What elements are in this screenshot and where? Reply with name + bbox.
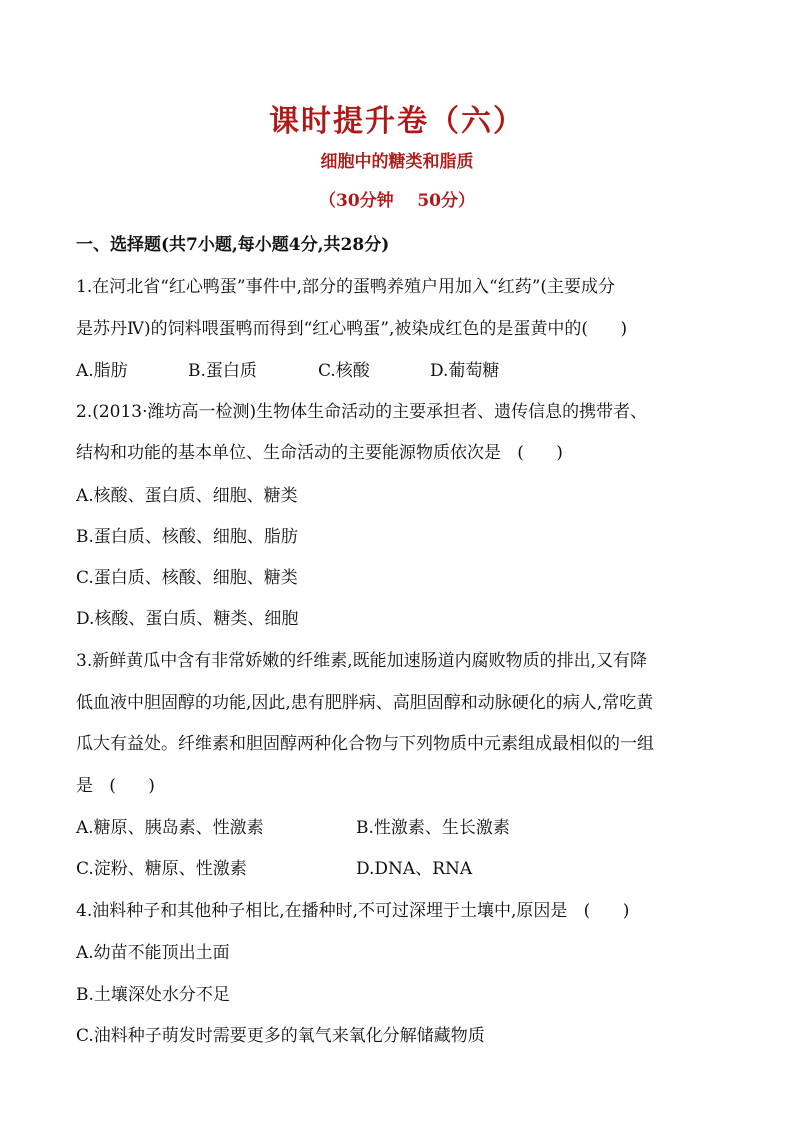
question-4-line-1: 4.油料种子和其他种子相比,在播种时,不可过深埋于土壤中,原因是 ( ) — [76, 901, 630, 921]
question-3-option-d: D.DNA、RNA — [356, 859, 473, 879]
question-2-option-d: D.核酸、蛋白质、糖类、细胞 — [76, 609, 299, 629]
question-3-line-2: 低血液中胆固醇的功能,因此,患有肥胖病、高胆固醇和动脉硬化的病人,常吃黄 — [76, 693, 654, 713]
question-1-line-2: 是苏丹Ⅳ)的饲料喂蛋鸭而得到“红心鸭蛋”,被染成红色的是蛋黄中的( ) — [76, 319, 628, 339]
question-1-option-a: A.脂肪 — [76, 361, 128, 381]
time-score-note: （30分钟 50分） — [319, 191, 475, 211]
question-3-line-4: 是 ( ) — [76, 776, 155, 796]
question-2-option-b: B.蛋白质、核酸、细胞、脂肪 — [76, 527, 298, 547]
question-1-line-1: 1.在河北省“红心鸭蛋”事件中,部分的蛋鸭养殖户用加入“红药”(主要成分 — [76, 277, 616, 297]
question-1-option-d: D.葡萄糖 — [430, 361, 500, 381]
question-2-option-c: C.蛋白质、核酸、细胞、糖类 — [76, 568, 298, 588]
question-4-option-b: B.土壤深处水分不足 — [76, 985, 230, 1005]
question-2-option-a: A.核酸、蛋白质、细胞、糖类 — [76, 486, 298, 506]
page-subtitle: 细胞中的糖类和脂质 — [320, 152, 474, 172]
section-heading: 一、选择题(共7小题,每小题4分,共28分) — [76, 235, 390, 255]
question-2-line-1: 2.(2013·潍坊高一检测)生物体生命活动的主要承担者、遗传信息的携带者、 — [76, 402, 648, 422]
question-3-option-b: B.性激素、生长激素 — [356, 818, 510, 838]
page-title: 课时提升卷（六） — [269, 104, 525, 139]
question-3-option-c: C.淀粉、糖原、性激素 — [76, 859, 247, 879]
question-3-line-3: 瓜大有益处。纤维素和胆固醇两种化合物与下列物质中元素组成最相似的一组 — [76, 734, 654, 754]
question-4-option-c: C.油料种子萌发时需要更多的氧气来氧化分解储藏物质 — [76, 1026, 485, 1046]
question-1-option-c: C.核酸 — [318, 361, 370, 381]
question-1-option-b: B.蛋白质 — [188, 361, 257, 381]
question-3-option-a: A.糖原、胰岛素、性激素 — [76, 818, 264, 838]
question-3-line-1: 3.新鲜黄瓜中含有非常娇嫩的纤维素,既能加速肠道内腐败物质的排出,又有降 — [76, 651, 648, 671]
question-2-line-2: 结构和功能的基本单位、生命活动的主要能源物质依次是 ( ) — [76, 443, 563, 463]
question-4-option-a: A.幼苗不能顶出土面 — [76, 943, 230, 963]
